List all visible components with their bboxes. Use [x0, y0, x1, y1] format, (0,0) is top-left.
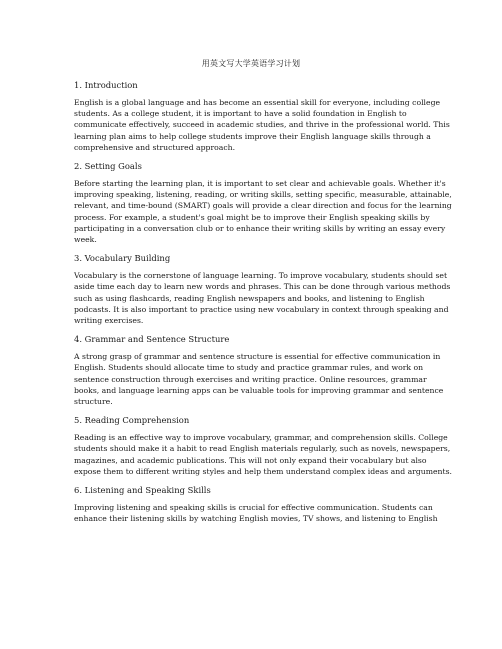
section-heading: 5. Reading Comprehension: [74, 415, 190, 426]
document-content: [74, 80, 454, 532]
section-introduction: [74, 80, 454, 153]
section-vocabulary-building: [74, 253, 454, 326]
section-reading-comprehension: [74, 415, 454, 477]
section-paragraph: Improving listening and speaking skills is crucial for effective communication. Students can enhance their listening skills by watching English movies, TV shows, and listening to English: [74, 503, 438, 524]
section-paragraph: A strong grasp of grammar and sentence structure is essential for effective communication in English. Students should allocate time to study and practice grammar rules, and work on sentence construction through exercises and writing practice. Online resources, grammar books, and language learning apps can be valuable tools for improving grammar and sentence structure.: [74, 352, 444, 407]
section-heading: 3. Vocabulary Building: [74, 253, 171, 264]
section-heading: 4. Grammar and Sentence Structure: [74, 334, 230, 345]
section-listening-speaking: [74, 485, 454, 524]
section-setting-goals: [74, 161, 454, 245]
section-grammar: [74, 334, 454, 407]
section-paragraph: Reading is an effective way to improve vocabulary, grammar, and comprehension skills. College students should make it a habit to read English materials regularly, such as novels, newspapers, magazines, and academic publications. This will not only expand their vocabulary but also expose them to different writing styles and help them understand complex ideas and arguments.: [74, 433, 452, 476]
section-heading: 6. Listening and Speaking Skills: [74, 485, 211, 496]
section-heading: 2. Setting Goals: [74, 161, 142, 172]
document-title: 用英文写大学英语学习计划: [201, 59, 301, 68]
section-paragraph: Vocabulary is the cornerstone of language learning. To improve vocabulary, students should set aside time each day to learn new words and phrases. This can be done through various methods such as using flashcards, reading English newspapers and books, and listening to English podcasts. It is also important to practice using new vocabulary in context through speaking and writing exercises.: [74, 271, 451, 326]
section-paragraph: English is a global language and has become an essential skill for everyone, including college students. As a college student, it is important to have a solid foundation in English to communicate effectively, succeed in academic studies, and thrive in the professional world. This learning plan aims to help college students improve their English language skills through a comprehensive and structured approach.: [74, 98, 450, 152]
section-paragraph: Before starting the learning plan, it is important to set clear and achievable goals. Whether it's improving speaking, listening, reading, or writing skills, setting specific, measurable, attainable, relevant, and time-bound (SMART) goals will provide a clear direction and focus for the learning process. For example, a student's goal might be to improve their English speaking skills by participating in a conversation club or to enhance their writing skills by writing an essay every week.: [74, 179, 452, 245]
section-heading: 1. Introduction: [74, 80, 138, 90]
